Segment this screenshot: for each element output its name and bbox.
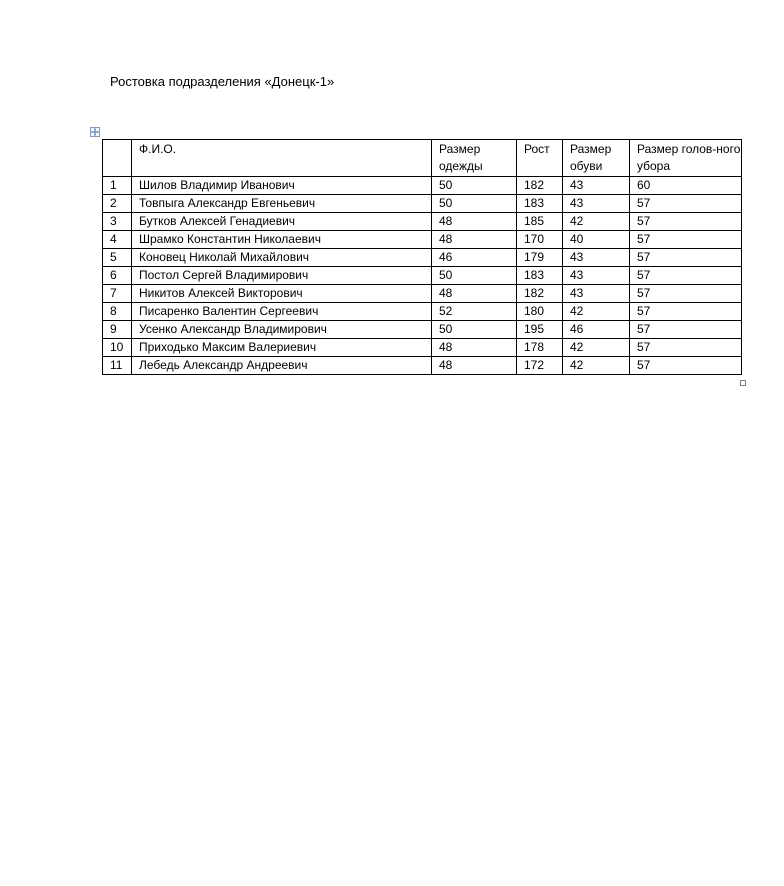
cell-hat-size[interactable]: 57	[630, 339, 742, 357]
table-row	[103, 249, 742, 267]
header-number[interactable]	[103, 140, 132, 177]
cell-number[interactable]: 6	[103, 267, 132, 285]
cell-clothing-size[interactable]: 48	[432, 231, 517, 249]
cell-shoe-size[interactable]: 43	[563, 195, 630, 213]
cell-clothing-size[interactable]: 50	[432, 195, 517, 213]
cell-height[interactable]: 183	[517, 195, 563, 213]
cell-shoe-size[interactable]: 40	[563, 231, 630, 249]
table-row	[103, 213, 742, 231]
table-resize-icon[interactable]	[740, 380, 746, 386]
table-row	[103, 231, 742, 249]
table-row	[103, 303, 742, 321]
cell-hat-size[interactable]: 57	[630, 285, 742, 303]
cell-shoe-size[interactable]: 43	[563, 267, 630, 285]
header-full-name[interactable]: Ф.И.О.	[132, 140, 432, 177]
table-row	[103, 339, 742, 357]
document-title: Ростовка подразделения «Донецк-1»	[110, 74, 335, 89]
cell-height[interactable]: 182	[517, 285, 563, 303]
cell-clothing-size[interactable]: 48	[432, 213, 517, 231]
cell-clothing-size[interactable]: 46	[432, 249, 517, 267]
table-header-row	[103, 140, 742, 177]
cell-full-name[interactable]: Постол Сергей Владимирович	[132, 267, 432, 285]
move-arrows-icon	[91, 128, 99, 136]
header-shoe-size[interactable]: Размер обуви	[563, 140, 630, 177]
cell-shoe-size[interactable]: 43	[563, 249, 630, 267]
roster-table	[102, 139, 742, 375]
cell-height[interactable]: 195	[517, 321, 563, 339]
cell-clothing-size[interactable]: 50	[432, 267, 517, 285]
cell-number[interactable]: 3	[103, 213, 132, 231]
cell-number[interactable]: 1	[103, 177, 132, 195]
table-move-icon[interactable]	[90, 127, 100, 137]
cell-number[interactable]: 11	[103, 357, 132, 375]
cell-number[interactable]: 2	[103, 195, 132, 213]
cell-clothing-size[interactable]: 50	[432, 321, 517, 339]
cell-full-name[interactable]: Шилов Владимир Иванович	[132, 177, 432, 195]
table-row	[103, 267, 742, 285]
table-row	[103, 195, 742, 213]
table-row	[103, 285, 742, 303]
cell-height[interactable]: 170	[517, 231, 563, 249]
cell-number[interactable]: 5	[103, 249, 132, 267]
cell-clothing-size[interactable]: 52	[432, 303, 517, 321]
cell-height[interactable]: 185	[517, 213, 563, 231]
cell-shoe-size[interactable]: 42	[563, 303, 630, 321]
cell-height[interactable]: 180	[517, 303, 563, 321]
cell-height[interactable]: 182	[517, 177, 563, 195]
cell-number[interactable]: 4	[103, 231, 132, 249]
cell-full-name[interactable]: Писаренко Валентин Сергеевич	[132, 303, 432, 321]
cell-full-name[interactable]: Товпыга Александр Евгеньевич	[132, 195, 432, 213]
cell-hat-size[interactable]: 60	[630, 177, 742, 195]
cell-shoe-size[interactable]: 43	[563, 285, 630, 303]
cell-number[interactable]: 9	[103, 321, 132, 339]
cell-hat-size[interactable]: 57	[630, 195, 742, 213]
cell-shoe-size[interactable]: 42	[563, 339, 630, 357]
cell-number[interactable]: 10	[103, 339, 132, 357]
cell-height[interactable]: 178	[517, 339, 563, 357]
table-row	[103, 321, 742, 339]
cell-full-name[interactable]: Шрамко Константин Николаевич	[132, 231, 432, 249]
table-row	[103, 177, 742, 195]
cell-clothing-size[interactable]: 50	[432, 177, 517, 195]
cell-clothing-size[interactable]: 48	[432, 357, 517, 375]
cell-shoe-size[interactable]: 43	[563, 177, 630, 195]
table-row	[103, 357, 742, 375]
cell-number[interactable]: 7	[103, 285, 132, 303]
cell-clothing-size[interactable]: 48	[432, 339, 517, 357]
cell-full-name[interactable]: Бутков Алексей Генадиевич	[132, 213, 432, 231]
cell-shoe-size[interactable]: 42	[563, 213, 630, 231]
cell-hat-size[interactable]: 57	[630, 303, 742, 321]
cell-hat-size[interactable]: 57	[630, 249, 742, 267]
cell-height[interactable]: 183	[517, 267, 563, 285]
cell-full-name[interactable]: Коновец Николай Михайлович	[132, 249, 432, 267]
cell-full-name[interactable]: Лебедь Александр Андреевич	[132, 357, 432, 375]
cell-shoe-size[interactable]: 46	[563, 321, 630, 339]
cell-height[interactable]: 172	[517, 357, 563, 375]
cell-height[interactable]: 179	[517, 249, 563, 267]
header-hat-size[interactable]: Размер голов-ного убора	[630, 140, 742, 177]
cell-full-name[interactable]: Никитов Алексей Викторович	[132, 285, 432, 303]
cell-clothing-size[interactable]: 48	[432, 285, 517, 303]
cell-hat-size[interactable]: 57	[630, 213, 742, 231]
table-body	[103, 177, 742, 375]
cell-full-name[interactable]: Усенко Александр Владимирович	[132, 321, 432, 339]
cell-hat-size[interactable]: 57	[630, 357, 742, 375]
cell-hat-size[interactable]: 57	[630, 267, 742, 285]
cell-number[interactable]: 8	[103, 303, 132, 321]
cell-full-name[interactable]: Приходько Максим Валериевич	[132, 339, 432, 357]
cell-shoe-size[interactable]: 42	[563, 357, 630, 375]
header-height[interactable]: Рост	[517, 140, 563, 177]
header-clothing-size[interactable]: Размер одежды	[432, 140, 517, 177]
cell-hat-size[interactable]: 57	[630, 321, 742, 339]
cell-hat-size[interactable]: 57	[630, 231, 742, 249]
